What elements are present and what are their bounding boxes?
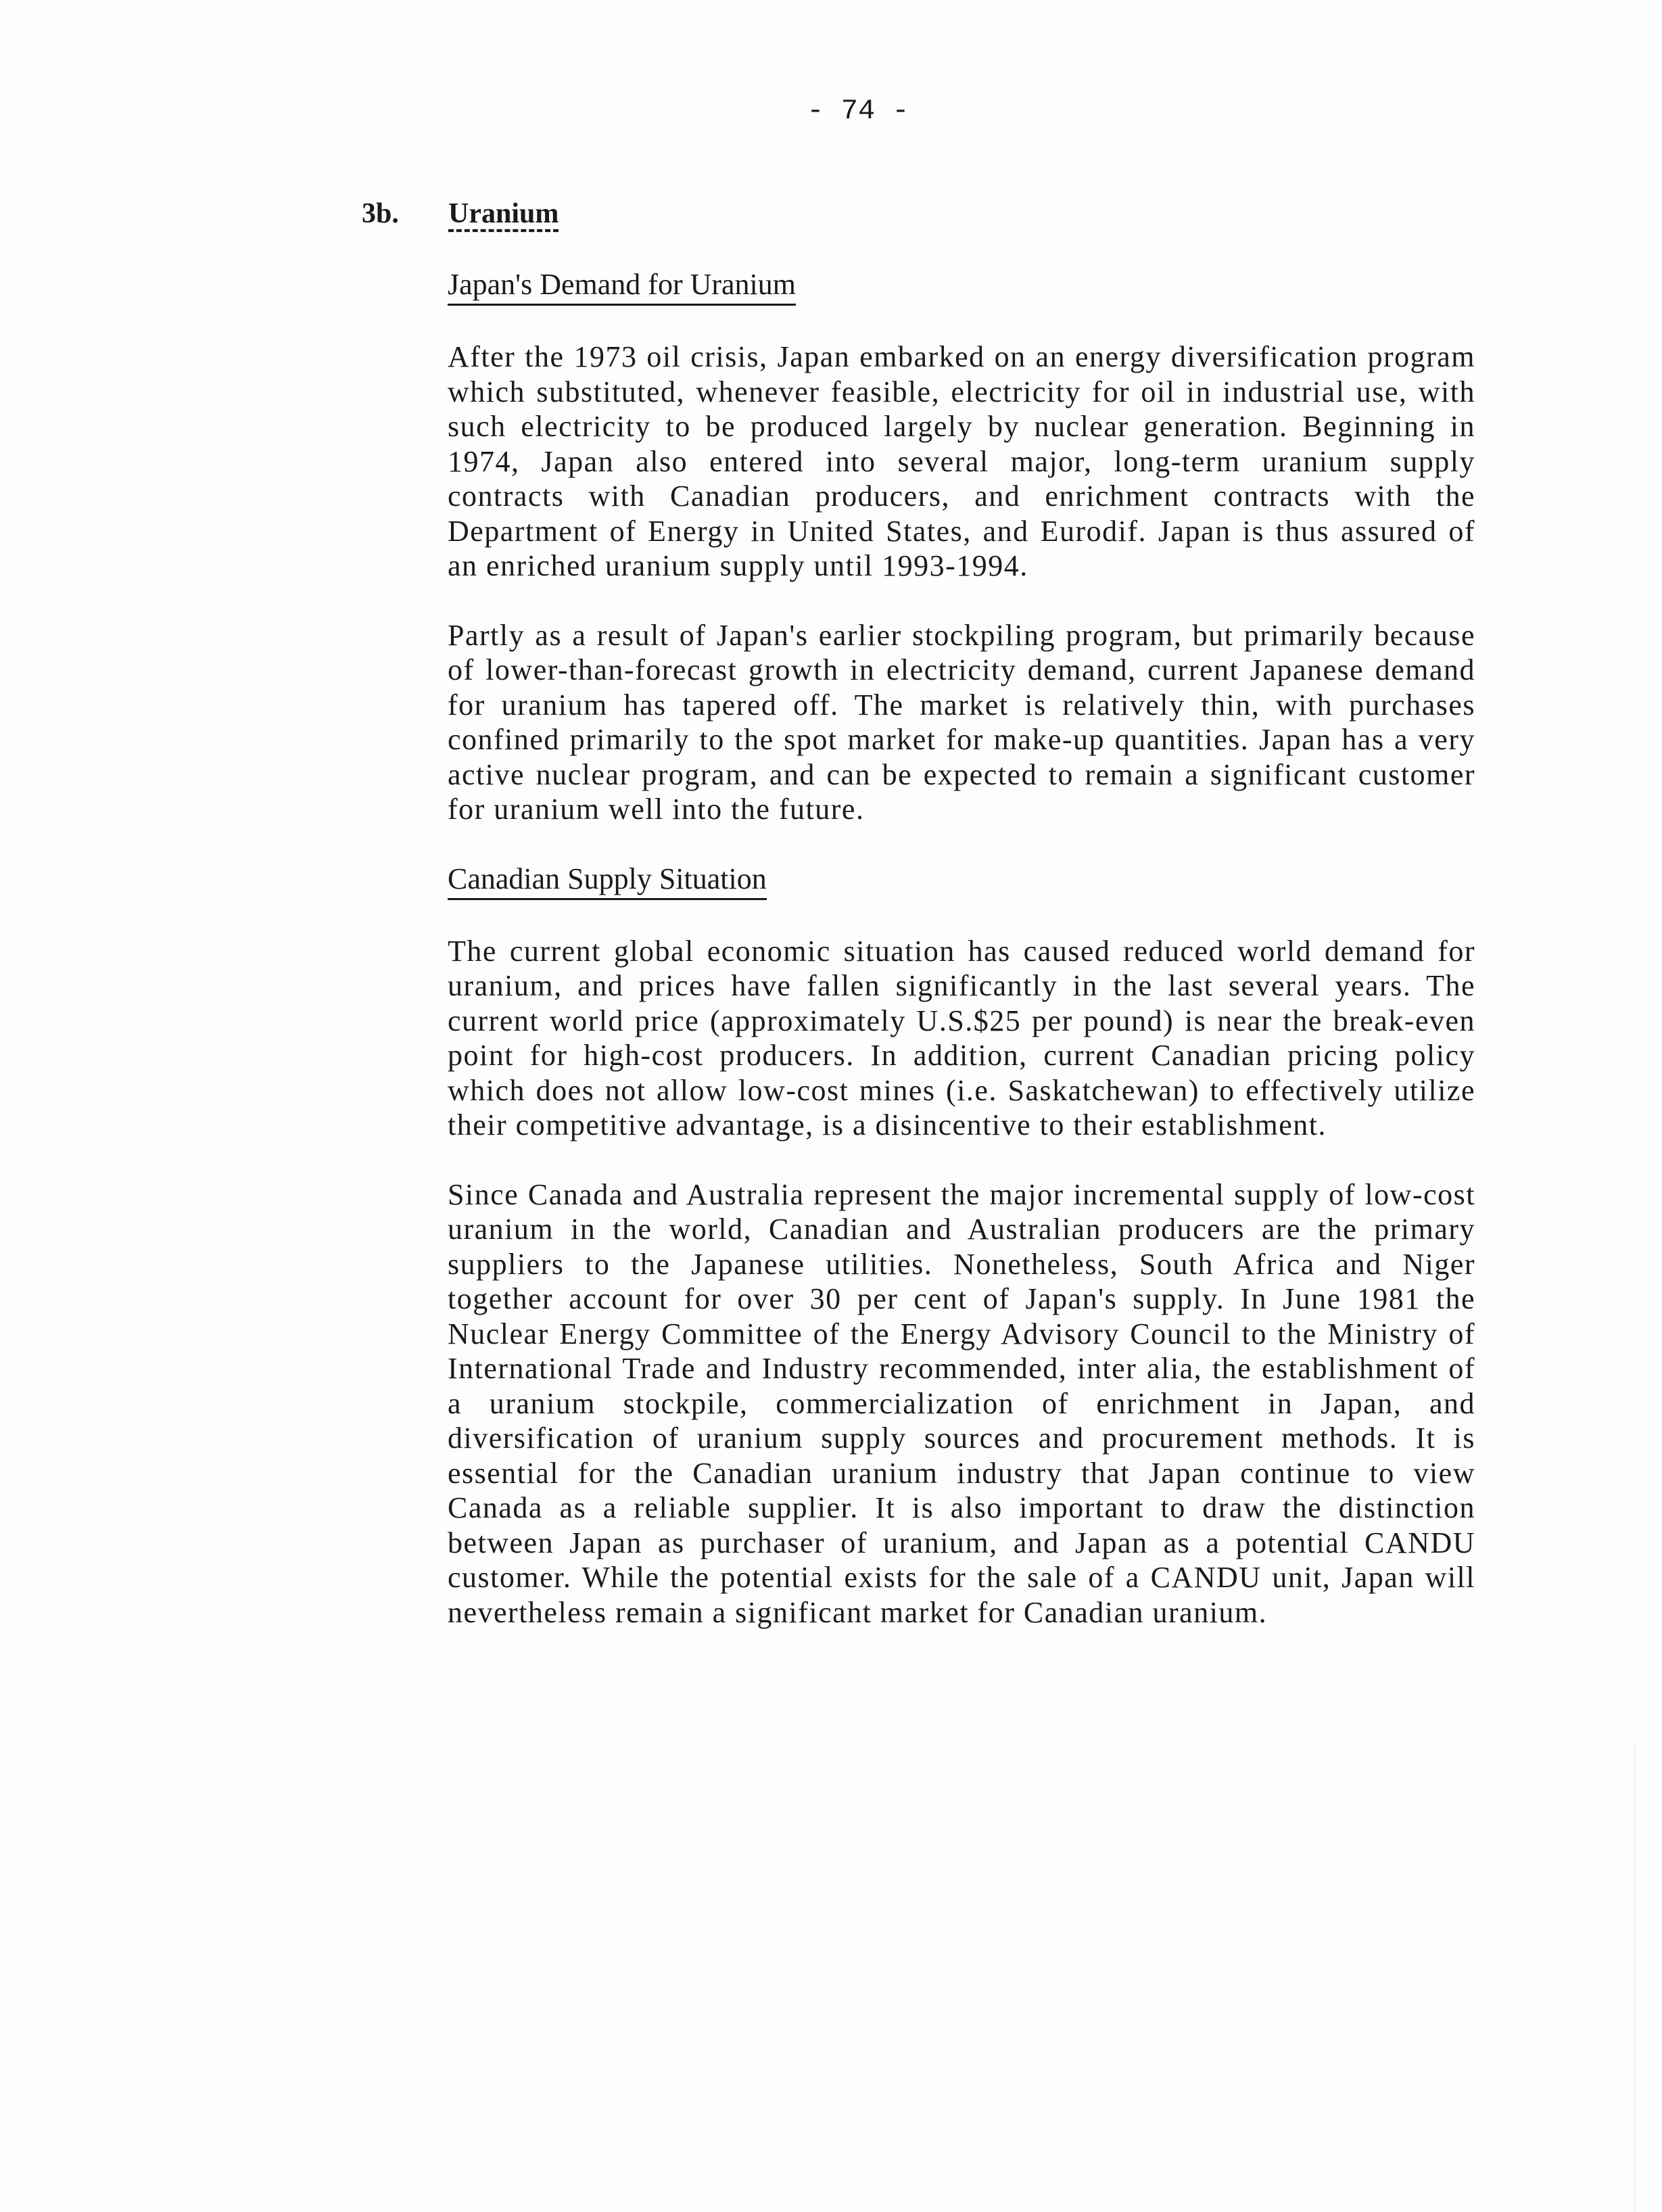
document-body bbox=[448, 267, 1475, 1664]
paragraph: After the 1973 oil crisis, Japan embarked on an energy diversification program which substituted, whenever feasible, electricity for oil in industrial use, with such electricity to be produced largely by nuclear generation. Beginning in 1974, Japan also entered into several major, long-term uranium supply contracts with Canadian producers, and enrichment contracts with the Department of Energy in United States, and Eurodif. Japan is thus assured of an enriched uranium supply until 1993-1994. bbox=[448, 340, 1475, 582]
paragraph: The current global economic situation has caused reduced world demand for uranium, and prices have fallen significantly in the last several years. The current world price (approximately U.S.$25 per pound) is near the break-even point for high-cost producers. In addition, current Canadian pricing policy which does not allow low-cost mines (i.e. Saskatchewan) to effectively utilize their competitive advantage, is a disincentive to their establishment. bbox=[448, 934, 1475, 1142]
subsection-heading: Canadian Supply Situation bbox=[448, 862, 767, 900]
page-number: - 74 - bbox=[807, 95, 909, 127]
subsection-japan-demand bbox=[448, 267, 1475, 827]
section-number: 3b. bbox=[362, 198, 399, 229]
scan-edge-mark bbox=[1634, 1745, 1662, 2211]
paragraph: Since Canada and Australia represent the major incremental supply of low-cost uranium in the world, Canadian and Australian producers are the primary suppliers to the Japanese utilities. Nonetheless, South Africa and Niger together account for over 30 per cent of Japan's supply. In June 1981 the Nuclear Energy Committee of the Energy Advisory Council to the Ministry of International Trade and Industry recommended, inter alia, the establishment of a uranium stockpile, commercialization of enrichment in Japan, and diversification of uranium supply sources and procurement methods. It is essential for the Canadian uranium industry that Japan continue to view Canada as a reliable supplier. It is also important to draw the distinction between Japan as purchaser of uranium, and Japan as a potential CANDU customer. While the potential exists for the sale of a CANDU unit, Japan will nevertheless remain a significant market for Canadian uranium. bbox=[448, 1177, 1475, 1629]
section-heading bbox=[362, 197, 559, 230]
paragraph: Partly as a result of Japan's earlier stockpiling program, but primarily because of lower-than-forecast growth in electricity demand, current Japanese demand for uranium has tapered off. The market is relatively thin, with purchases confined primarily to the spot market for make-up quantities. Japan has a very active nuclear program, and can be expected to remain a significant customer for uranium well into the future. bbox=[448, 618, 1475, 826]
subsection-heading: Japan's Demand for Uranium bbox=[448, 267, 796, 306]
section-title: Uranium bbox=[448, 198, 559, 229]
subsection-canadian-supply bbox=[448, 862, 1475, 1630]
